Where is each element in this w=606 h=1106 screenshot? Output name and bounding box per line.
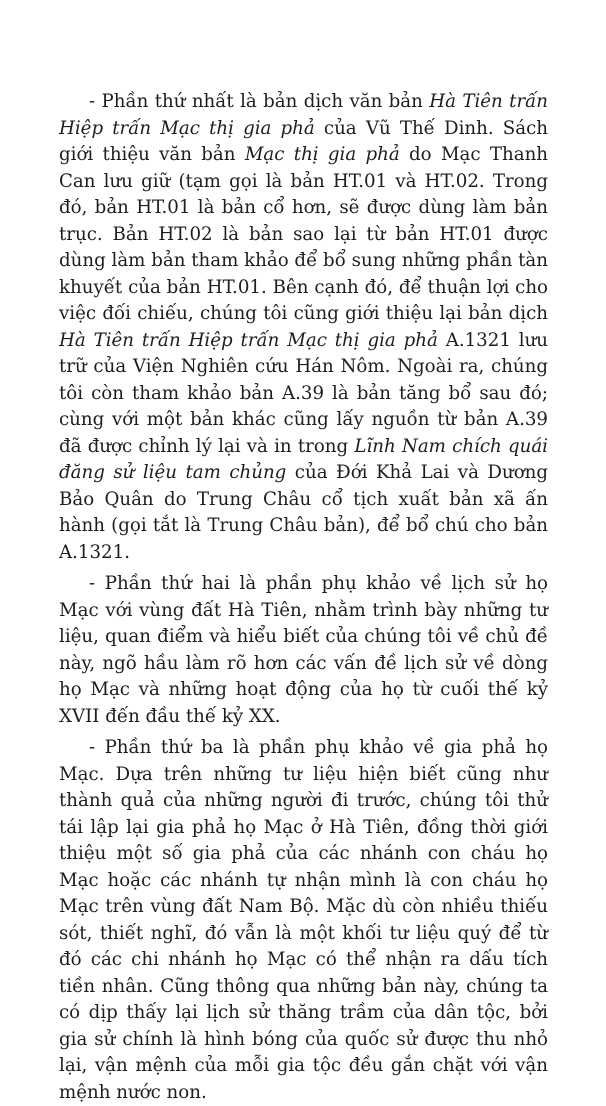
document-page <box>59 89 548 1106</box>
paragraph-part-three: - Phần thứ ba là phần phụ khảo về gia phả họ Mạc. Dựa trên những tư liệu hiện biết cũng như thành quả của những người đi trước, chúng tôi thử tái lập lại gia phả họ Mạc ở Hà Tiên, đồng thời giới thiệu một số gia phả của các nhánh con cháu họ Mạc hoặc các nhánh tự nhận mình là con cháu họ Mạc trên vùng đất Nam Bộ. Mặc dù còn nhiều thiếu sót, thiết nghĩ, đó vẫn là một khối tư liệu quý để từ đó các chi nhánh họ Mạc có thể nhận ra dấu tích tiền nhân. Cũng thông qua những bản này, chúng ta có dịp thấy lại lịch sử thăng trầm của dân tộc, bởi gia sử chính là hình bóng của quốc sử được thu nhỏ lại, vận mệnh của mỗi gia tộc đều gắn chặt với vận mệnh nước non. <box>59 737 548 1103</box>
paragraph-part-one <box>59 89 548 566</box>
italic-title: Hà Tiên trấn Hiệp trấn Mạc thị gia phả <box>59 329 438 351</box>
italic-title: Mạc thị gia phả <box>244 144 400 165</box>
paragraph-part-two: - Phần thứ hai là phần phụ khảo về lịch sử họ Mạc với vùng đất Hà Tiên, nhằm trình bày những tư liệu, quan điểm và hiểu biết của chúng tôi về chủ đề này, ngõ hầu làm rõ hơn các vấn đề lịch sử về dòng họ Mạc và những hoạt động của họ từ cuối thế kỷ XVII đến đầu thế kỷ XX. <box>59 573 548 727</box>
text-segment: A.1321 lưu trữ của Viện Nghiên cứu Hán Nôm. Ngoài ra, chúng tôi còn tham khảo bản A.39 là bản tăng bổ sau đó; cùng với một bản khác cũng lấy nguồn từ bản A.39 đã được chỉnh lý lại và in trong <box>59 329 548 457</box>
text-segment: do Mạc Thanh Can lưu giữ (tạm gọi là bản HT.01 và HT.02. Trong đó, bản HT.01 là bản cổ hơn, sẽ được dùng làm bản trục. Bản HT.02 là bản sao lại từ bản HT.01 được dùng làm bản tham khảo để bổ sung những phần tàn khuyết của bản HT.01. Bên cạnh đó, để thuận lợi cho việc đối chiếu, chúng tôi cũng giới thiệu lại bản dịch <box>59 144 549 324</box>
italic-title: Hà Tiên trấn Hiệp trấn Mạc thị gia phả <box>59 91 548 139</box>
italic-title: Lĩnh Nam chích quái đăng sử liệu tam chủng <box>59 435 548 483</box>
text-segment: của Vũ Thế Dinh. Sách giới thiệu văn bản <box>59 117 548 165</box>
text-segment: của Đới Khả Lai và Dương Bảo Quân do Trung Châu cổ tịch xuất bản xã ấn hành (gọi tắt là Trung Châu bản), để bổ chú cho bản A.1321. <box>59 462 548 563</box>
text-segment: - Phần thứ nhất là bản dịch văn bản <box>89 91 430 112</box>
